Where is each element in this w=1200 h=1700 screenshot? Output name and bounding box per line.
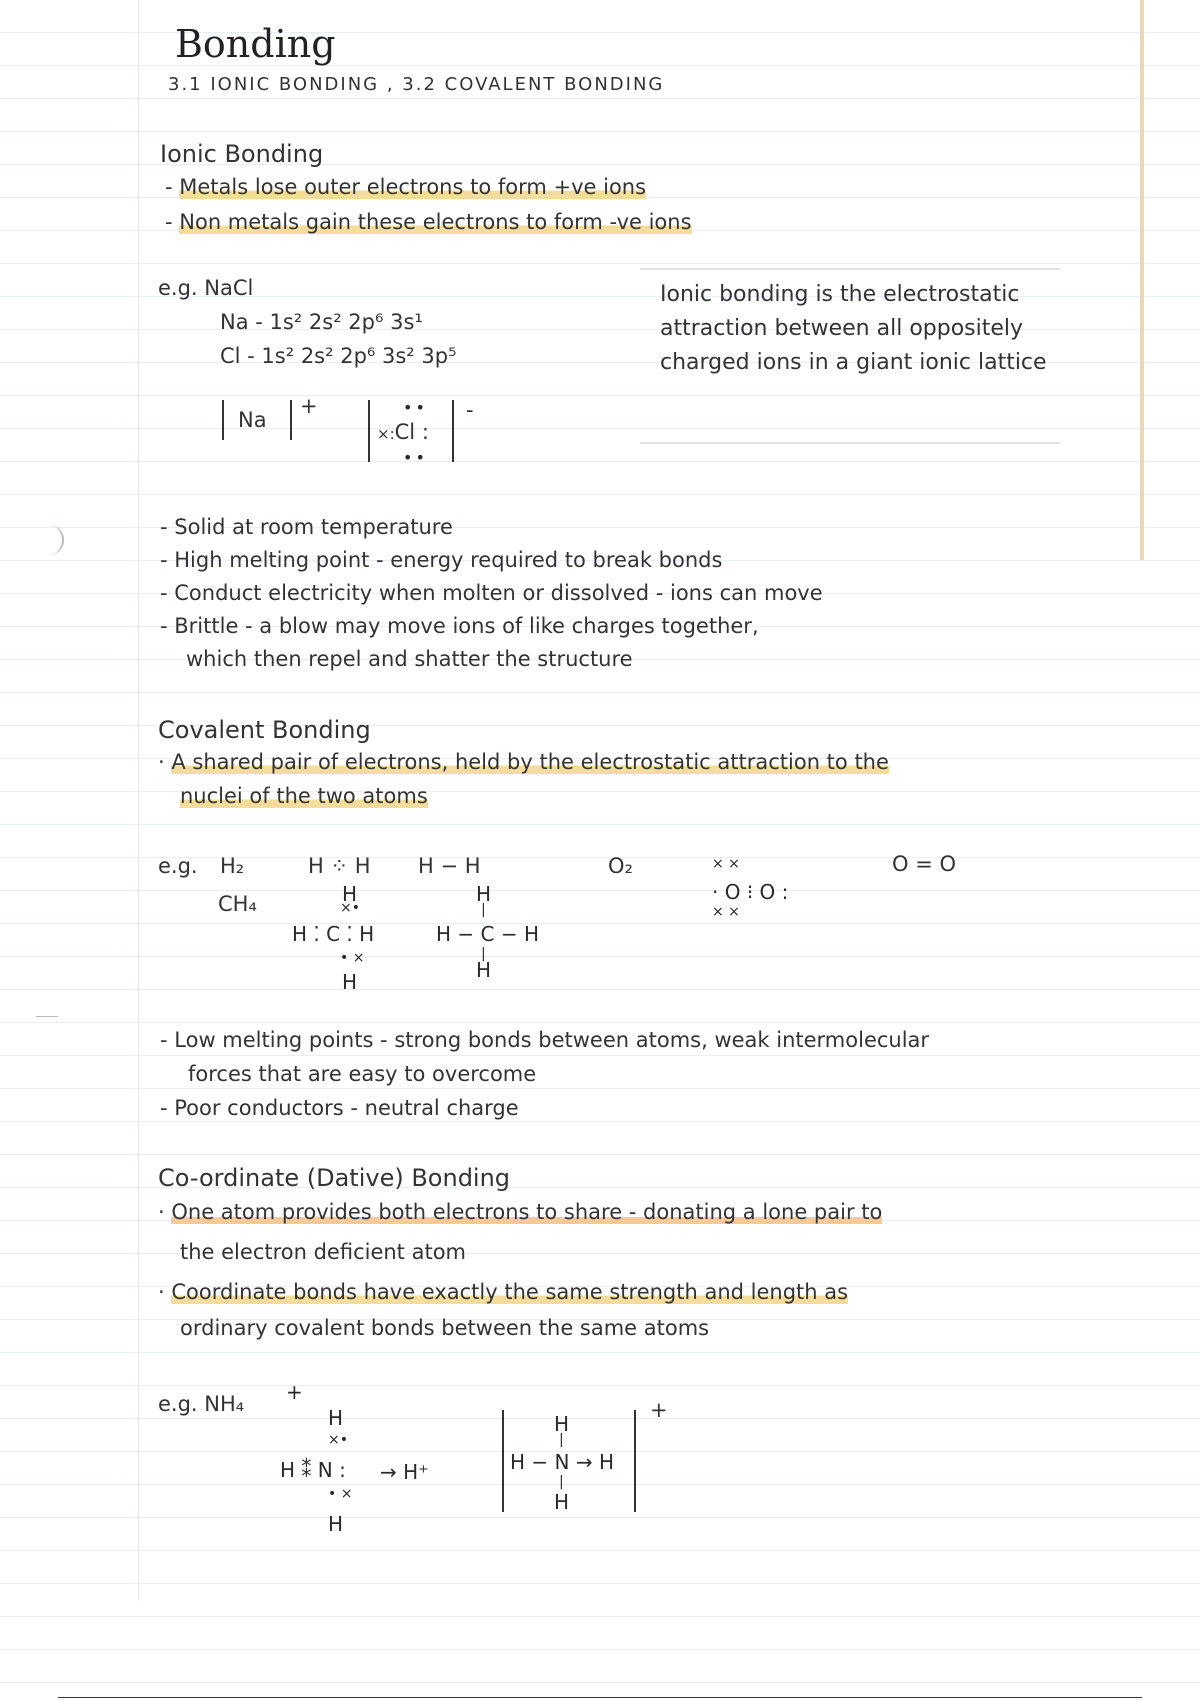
page-title: Bonding xyxy=(175,22,336,66)
nh4-h-bottom: H xyxy=(554,1490,570,1514)
ch4-label: CH₄ xyxy=(218,892,257,916)
o2-cross-bottom: × × xyxy=(712,904,740,920)
h2-label: H₂ xyxy=(220,854,245,878)
page-edge xyxy=(1140,0,1144,560)
dative-point-1-text: One atom provides both electrons to share - donating a lone pair to xyxy=(171,1200,883,1224)
covalent-property-2: - Poor conductors - neutral charge xyxy=(160,1096,519,1120)
cl-ion-label xyxy=(377,420,429,444)
o2-dot-cross: · O ⁝ O : xyxy=(712,880,789,904)
na-ion-symbol: Na xyxy=(238,408,267,432)
na-ion-charge: + xyxy=(300,394,318,418)
cl-ion-charge: - xyxy=(466,398,474,422)
cl-dot-left: : xyxy=(389,425,395,443)
cl-cross-electron: × xyxy=(377,425,390,443)
dative-point-2-cont: ordinary covalent bonds between the same atoms xyxy=(180,1316,710,1340)
cl-dots-bottom: •• xyxy=(403,448,428,467)
ionic-definition: Ionic bonding is the electrostatic attraction between all oppositely charged ions in a giant ionic lattice xyxy=(660,282,1047,375)
ionic-example-label: e.g. NaCl xyxy=(158,276,254,300)
ionic-point-2: - Non metals gain these electrons to form -ve ions xyxy=(165,210,692,234)
nh4-bond-top: | xyxy=(559,1432,564,1448)
ch4-dc-h-bottom: H xyxy=(342,970,358,994)
ionic-heading: Ionic Bonding xyxy=(160,140,324,168)
o2-label: O₂ xyxy=(608,854,633,878)
ionic-point-1: - Metals lose outer electrons to form +ve ions xyxy=(165,175,647,199)
covalent-definition-1: · A shared pair of electrons, held by the electrostatic attraction to the xyxy=(158,750,889,774)
nh4-h-top: H xyxy=(554,1412,570,1436)
binder-mark xyxy=(36,1010,58,1017)
ionic-property-4-text: Brittle - a blow may move ions of like charges together, xyxy=(174,614,759,638)
cl-dot-right: : xyxy=(415,420,429,444)
h2-dot-cross: H ⁘ H xyxy=(308,854,371,878)
ionic-property-2: - High melting point - energy required to break bonds xyxy=(160,548,723,572)
covalent-heading: Covalent Bonding xyxy=(158,716,371,744)
ch4-dc-pair-top: ×• xyxy=(340,900,360,916)
bottom-rule xyxy=(58,1697,1142,1698)
ch4-dc-middle: H ⁚ C ⁚ H xyxy=(292,922,375,946)
covalent-definition-1-text: A shared pair of electrons, held by the electrostatic attraction to the xyxy=(171,750,889,774)
covalent-example-eg: e.g. xyxy=(158,854,198,878)
nh4-bond-bottom: | xyxy=(559,1474,564,1490)
ionic-property-4: - Brittle - a blow may move ions of like charges together, xyxy=(160,614,759,638)
covalent-property-1-cont: forces that are easy to overcome xyxy=(188,1062,537,1086)
o2-cross-top: × × xyxy=(712,856,740,872)
ch4-disp-h-top: H xyxy=(476,882,492,906)
nh3-h-top: H xyxy=(328,1406,344,1430)
covalent-definition-2-text: nuclei of the two atoms xyxy=(180,784,428,808)
covalent-property-1: - Low melting points - strong bonds between atoms, weak intermolecular xyxy=(160,1028,930,1052)
dative-example-label: e.g. NH₄ xyxy=(158,1392,245,1416)
ch4-disp-bond-bottom: | xyxy=(481,946,486,962)
cl-configuration: Cl - 1s² 2s² 2p⁶ 3s² 3p⁵ xyxy=(220,344,457,368)
ch4-disp-middle: H − C − H xyxy=(436,922,539,946)
ionic-point-2-text: Non metals gain these electrons to form -ve ions xyxy=(179,210,692,234)
ch4-disp-h-bottom: H xyxy=(476,958,492,982)
covalent-property-1-text: Low melting points - strong bonds between atoms, weak intermolecular xyxy=(174,1028,930,1052)
nh3-h-bottom: H xyxy=(328,1512,344,1536)
dative-point-1-cont: the electron deficient atom xyxy=(180,1240,467,1264)
ionic-property-1: - Solid at room temperature xyxy=(160,515,453,539)
ionic-point-1-text: Metals lose outer electrons to form +ve ions xyxy=(179,175,647,199)
h2-displayed: H − H xyxy=(418,854,481,878)
o2-displayed: O = O xyxy=(892,852,957,876)
page-subtitle: 3.1 IONIC BONDING , 3.2 COVALENT BONDING xyxy=(168,74,665,95)
cl-dots-top: •• xyxy=(403,398,428,417)
ch4-disp-bond-top: | xyxy=(481,902,486,918)
nh4-charge: + xyxy=(650,1398,668,1422)
nh3-middle: H ⁑ N : xyxy=(280,1458,346,1482)
nh3-pair-bottom: • × xyxy=(328,1486,353,1502)
ionic-property-3-text: Conduct electricity when molten or dissolved - ions can move xyxy=(174,581,823,605)
ionic-property-3: - Conduct electricity when molten or dissolved - ions can move xyxy=(160,581,823,605)
ch4-dc-pair-bottom: • × xyxy=(340,950,365,966)
dative-heading: Co-ordinate (Dative) Bonding xyxy=(158,1164,511,1192)
dative-example-charge: + xyxy=(286,1380,303,1404)
cl-ion-symbol: Cl xyxy=(394,420,416,444)
covalent-definition-2 xyxy=(180,784,428,808)
covalent-property-2-text: Poor conductors - neutral charge xyxy=(174,1096,519,1120)
ch4-dc-h-top: H xyxy=(342,882,358,906)
margin-line xyxy=(138,0,139,1600)
na-configuration: Na - 1s² 2s² 2p⁶ 3s¹ xyxy=(220,310,423,334)
ionic-property-1-text: Solid at room temperature xyxy=(174,515,453,539)
nh4-middle: H − N → H xyxy=(510,1450,614,1474)
dative-point-2-text: Coordinate bonds have exactly the same strength and length as xyxy=(171,1280,849,1304)
h-plus: → H⁺ xyxy=(380,1460,429,1484)
dative-point-1: · One atom provides both electrons to share - donating a lone pair to xyxy=(158,1200,883,1224)
nh3-pair-top: ×• xyxy=(328,1432,348,1448)
ionic-property-2-text: High melting point - energy required to break bonds xyxy=(174,548,723,572)
ionic-property-4-cont: which then repel and shatter the structure xyxy=(186,647,633,671)
dative-point-2: · Coordinate bonds have exactly the same strength and length as xyxy=(158,1280,849,1304)
binder-hole xyxy=(40,525,64,555)
